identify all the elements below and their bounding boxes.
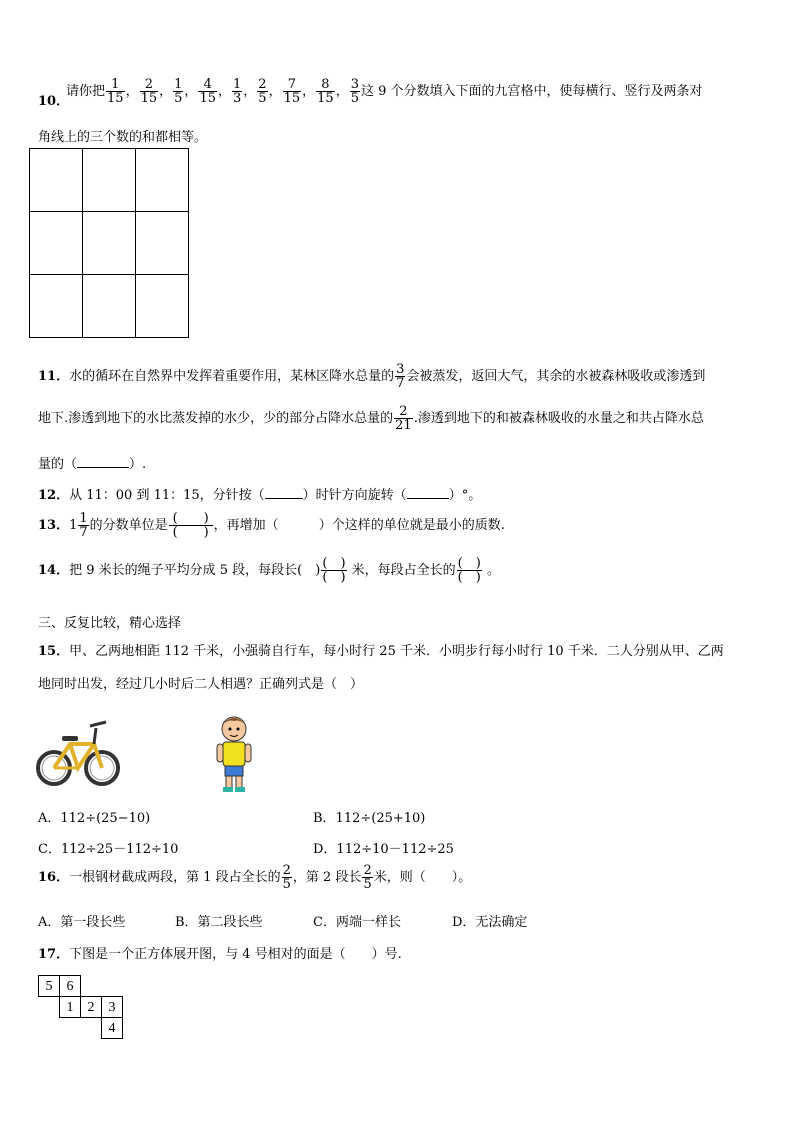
q16-fraction-2: $\frac{2}{5}$	[363, 863, 372, 892]
q13-text: ）个这样的单位就是最小的质数.	[318, 518, 505, 533]
q13-text: ，再增加（	[213, 518, 279, 533]
q10-fraction: $\frac{1}{15}$	[107, 77, 124, 106]
q10-fraction: $\frac{2}{5}$	[258, 77, 267, 106]
q14-text: 。	[486, 563, 500, 578]
q16-text: ，第 2 段长	[292, 870, 362, 885]
q16-number: 16．	[38, 870, 70, 885]
q15-number: 15．	[38, 644, 70, 659]
q11-text: 量的（	[38, 457, 78, 472]
q10-separator: ，	[184, 84, 198, 99]
cube-face: 2	[80, 996, 102, 1018]
grid-cell[interactable]	[136, 149, 189, 212]
q10-separator: ，	[335, 84, 349, 99]
q14-text: 把 9 米长的绳子平均分成 5 段，每段长	[69, 563, 298, 578]
q15-option-d[interactable]: D．112÷10－112÷25	[313, 842, 454, 857]
grid-cell[interactable]	[30, 275, 83, 338]
q11-answer-blank[interactable]	[77, 467, 129, 468]
q14-paren: )	[315, 563, 321, 578]
q10-fraction: $\frac{7}{15}$	[283, 77, 301, 106]
q11-text: 会被蒸发，返回大气，其余的水被森林吸收或渗透到	[406, 369, 706, 384]
q13-whole: 1	[69, 518, 78, 533]
q10-fraction: $\frac{3}{5}$	[350, 77, 359, 106]
q10-number: 10．	[38, 94, 70, 109]
q10-separator: ，	[159, 84, 173, 99]
q11-fraction-2: $\frac{2}{21}$	[395, 404, 412, 433]
q13-line	[38, 512, 505, 539]
q10-fraction: $\frac{1}{5}$	[174, 77, 183, 106]
cube-face: 6	[59, 975, 81, 997]
q17-text: 下图是一个正方体展开图，与 4 号相对的面是（ ）号.	[69, 947, 402, 962]
q10-lead: 请你把	[66, 84, 106, 99]
q15-option-a[interactable]: A．112÷(25−10)	[38, 811, 151, 826]
q14-answer-fraction-1[interactable]: $\frac{( )}{( )}$	[322, 556, 346, 585]
q11-text: 地下.渗透到地下的水比蒸发掉的水少，少的部分占降水总量的	[38, 411, 394, 426]
q10-separator: ，	[302, 84, 316, 99]
q16-fraction-1: $\frac{2}{5}$	[282, 863, 291, 892]
q10-fraction-list	[105, 77, 361, 106]
q14-paren: (	[297, 563, 303, 578]
q10-separator: ，	[268, 84, 282, 99]
grid-cell[interactable]	[83, 212, 136, 275]
q17-number: 17．	[38, 947, 70, 962]
magic-square-grid	[29, 148, 189, 338]
q16-option-b[interactable]: B．第二段长些	[175, 915, 263, 930]
q10-separator: ，	[243, 84, 257, 99]
q15-option-b[interactable]: B．112÷(25+10)	[313, 811, 426, 826]
grid-cell[interactable]	[136, 212, 189, 275]
grid-cell[interactable]	[30, 149, 83, 212]
q12-text: ）°。	[448, 488, 482, 503]
q17-line	[38, 943, 402, 962]
q10-separator: ，	[125, 84, 139, 99]
q15-text: 甲、乙两地相距 112 千米，小强骑自行车，每小时行 25 千米．小明步行每小时行 10 千米．二人分别从甲、乙两	[69, 644, 724, 659]
q16-line	[38, 864, 471, 891]
cube-face: 4	[101, 1017, 123, 1039]
q15-option-c[interactable]: C．112÷25－112÷10	[38, 842, 179, 857]
q11-text: ）.	[129, 457, 147, 472]
q16-option-a[interactable]: A．第一段长些	[38, 915, 126, 930]
q16-option-d[interactable]: D．无法确定	[452, 915, 528, 930]
q10-fraction: $\frac{8}{15}$	[317, 77, 334, 106]
q13-text: 的分数单位是	[89, 518, 168, 533]
q15-line2: 地同时出发，经过几小时后二人相遇？正确列式是（ ）	[38, 677, 364, 692]
q10-fraction: $\frac{4}{15}$	[199, 77, 216, 106]
q10-fraction: $\frac{1}{3}$	[233, 77, 242, 106]
q12-text: 从 11：00 到 11：15，分针按（	[69, 488, 265, 503]
q10-tail: 这 9 个分数填入下面的九宫格中，使每横行、竖行及两条对	[361, 84, 703, 99]
q10-fraction: $\frac{2}{15}$	[140, 77, 158, 106]
q12-text: ）时针方向旋转（	[302, 488, 407, 503]
q14-text: 米，每段占全长的	[351, 563, 456, 578]
q16-option-c[interactable]: C．两端一样长	[313, 915, 401, 930]
q13-number: 13．	[38, 518, 70, 533]
cube-face: 3	[101, 996, 123, 1018]
q14-answer-fraction-2[interactable]: $\frac{( )}{( )}$	[457, 556, 481, 585]
q11-text: 水的循环在自然界中发挥着重要作用，某林区降水总量的	[69, 369, 395, 384]
q16-text: 米，则（ ）。	[373, 870, 472, 885]
grid-cell[interactable]	[83, 149, 136, 212]
q15-line1	[38, 640, 724, 659]
q11-fraction-1: $\frac{3}{7}$	[396, 362, 405, 391]
q11-line1	[38, 363, 705, 390]
q11-line3	[38, 453, 146, 472]
section-heading: 三、反复比较，精心选择	[38, 616, 182, 631]
q11-line2	[38, 405, 704, 432]
grid-cell[interactable]	[30, 212, 83, 275]
q10-separator: ，	[217, 84, 231, 99]
q12-answer-blank-1[interactable]	[265, 498, 303, 499]
grid-cell[interactable]	[83, 275, 136, 338]
q11-text: .渗透到地下的和被森林吸收的水量之和共占降水总	[413, 411, 704, 426]
cube-face: 1	[59, 996, 81, 1018]
bicycle-image	[36, 716, 122, 792]
q16-text: 一根钢材截成两段，第 1 段占全长的	[69, 870, 281, 885]
q14-line	[38, 557, 500, 584]
q14-number: 14．	[38, 563, 70, 578]
q13-fraction: $\frac{1}{7}$	[79, 511, 88, 540]
q13-answer-fraction[interactable]: $\frac{( )}{( )}$	[169, 512, 213, 539]
q10-line2: 角线上的三个数的和都相等。	[38, 130, 208, 145]
q10-line1	[66, 78, 703, 105]
boy-image	[214, 713, 254, 795]
grid-cell[interactable]	[136, 275, 189, 338]
q12-line	[38, 484, 481, 503]
q12-answer-blank-2[interactable]	[407, 498, 449, 499]
q12-number: 12．	[38, 488, 70, 503]
cube-face: 5	[38, 975, 60, 997]
q11-number: 11．	[38, 369, 70, 384]
